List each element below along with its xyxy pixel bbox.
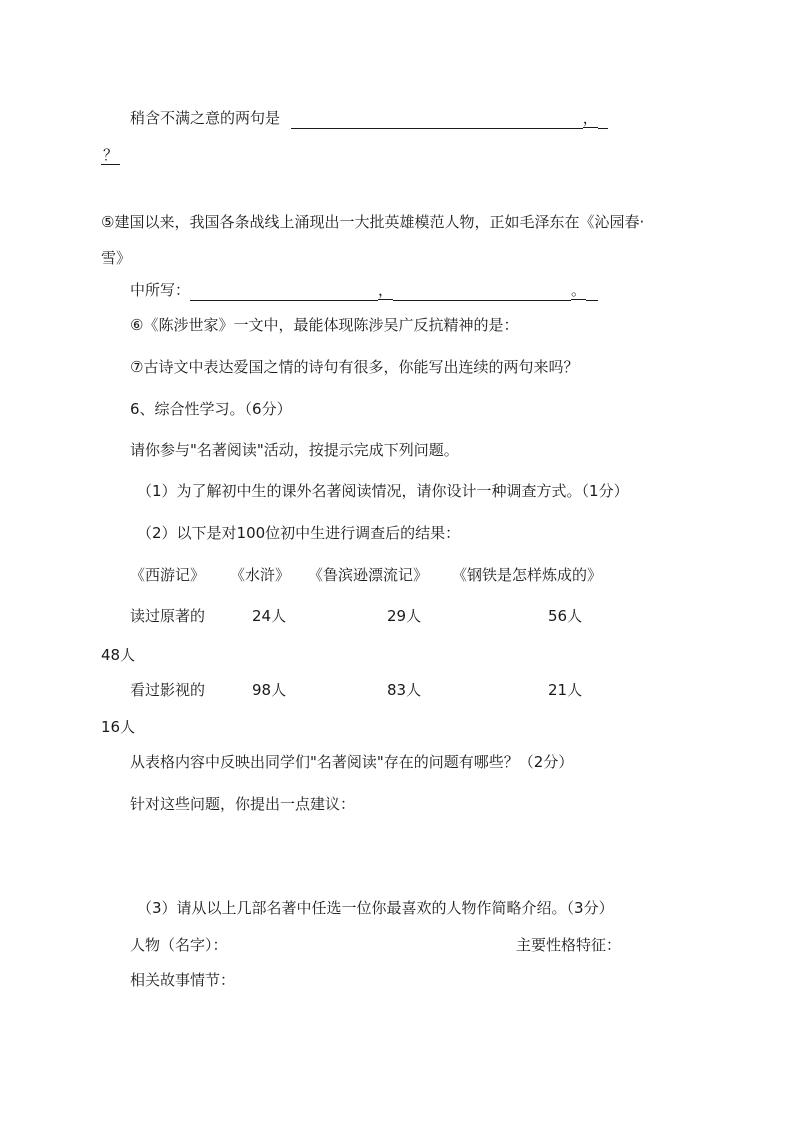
sub1-question: （1）为了解初中生的课外名著阅读情况，请你设计一种调查方式。（1分） <box>137 482 629 500</box>
q5-text-cont: 雪》 <box>101 249 132 267</box>
q4-comma: ， <box>582 109 598 127</box>
q4-blank-1b[interactable] <box>598 112 608 129</box>
q4-label: 稍含不满之意的两句是 <box>130 109 281 127</box>
q7-text: ⑦古诗文中表达爱国之情的诗句有很多，你能写出连续的两句来吗？ <box>130 358 579 376</box>
q5-blank-2[interactable] <box>393 284 571 301</box>
table-cell: 29人 <box>387 607 422 625</box>
table-cell: 24人 <box>252 607 287 625</box>
q4-line1 <box>130 108 608 129</box>
q5-text: ⑤建国以来，我国各条战线上涌现出一大批英雄模范人物，正如毛泽东在《沁园春· <box>101 213 645 231</box>
table-cell: 48人 <box>101 646 136 664</box>
q6-text: ⑥《陈涉世家》一文中，最能体现陈涉吴广反抗精神的是： <box>130 316 519 334</box>
section6-intro: 请你参与"名著阅读"活动，按提示完成下列问题。 <box>130 441 459 459</box>
sub2-suggestion-prompt: 针对这些问题，你提出一点建议： <box>130 795 356 813</box>
row-label: 读过原著的 <box>130 607 206 625</box>
q5-blank-1[interactable] <box>190 284 378 301</box>
table-cell: 16人 <box>101 718 136 736</box>
field-person-label: 人物（名字）： <box>130 936 228 954</box>
section6-title: 6、综合性学习。（6分） <box>130 400 292 418</box>
q5-period: 。 <box>571 281 587 299</box>
table-cell: 56人 <box>548 607 583 625</box>
table-cell: 98人 <box>252 681 287 699</box>
field-story-label: 相关故事情节： <box>130 971 236 989</box>
q5-blank-2b[interactable] <box>586 284 598 301</box>
book-title: 《水浒》 <box>230 566 291 584</box>
table-cell: 83人 <box>387 681 422 699</box>
field-trait-label: 主要性格特征： <box>516 936 622 954</box>
book-title: 《西游记》 <box>130 566 206 584</box>
sub2-problem-question: 从表格内容中反映出同学们"名著阅读"存在的问题有哪些？（2分） <box>130 753 574 771</box>
table-cell: 21人 <box>548 681 583 699</box>
q4-qmark: ？ <box>103 146 119 164</box>
q4-line2 <box>101 145 120 165</box>
q5-label: 中所写： <box>130 281 191 299</box>
q5-comma: ， <box>378 281 394 299</box>
q5-line2 <box>130 280 598 301</box>
book-title: 《鲁滨逊漂流记》 <box>308 566 429 584</box>
book-title: 《钢铁是怎样炼成的》 <box>452 566 603 584</box>
q4-blank-1[interactable] <box>291 112 583 129</box>
row-label: 看过影视的 <box>130 681 206 699</box>
sub2-question: （2）以下是对100位初中生进行调查后的结果： <box>137 524 461 542</box>
sub3-question: （3）请从以上几部名著中任选一位你最喜欢的人物作简略介绍。（3分） <box>137 899 614 917</box>
